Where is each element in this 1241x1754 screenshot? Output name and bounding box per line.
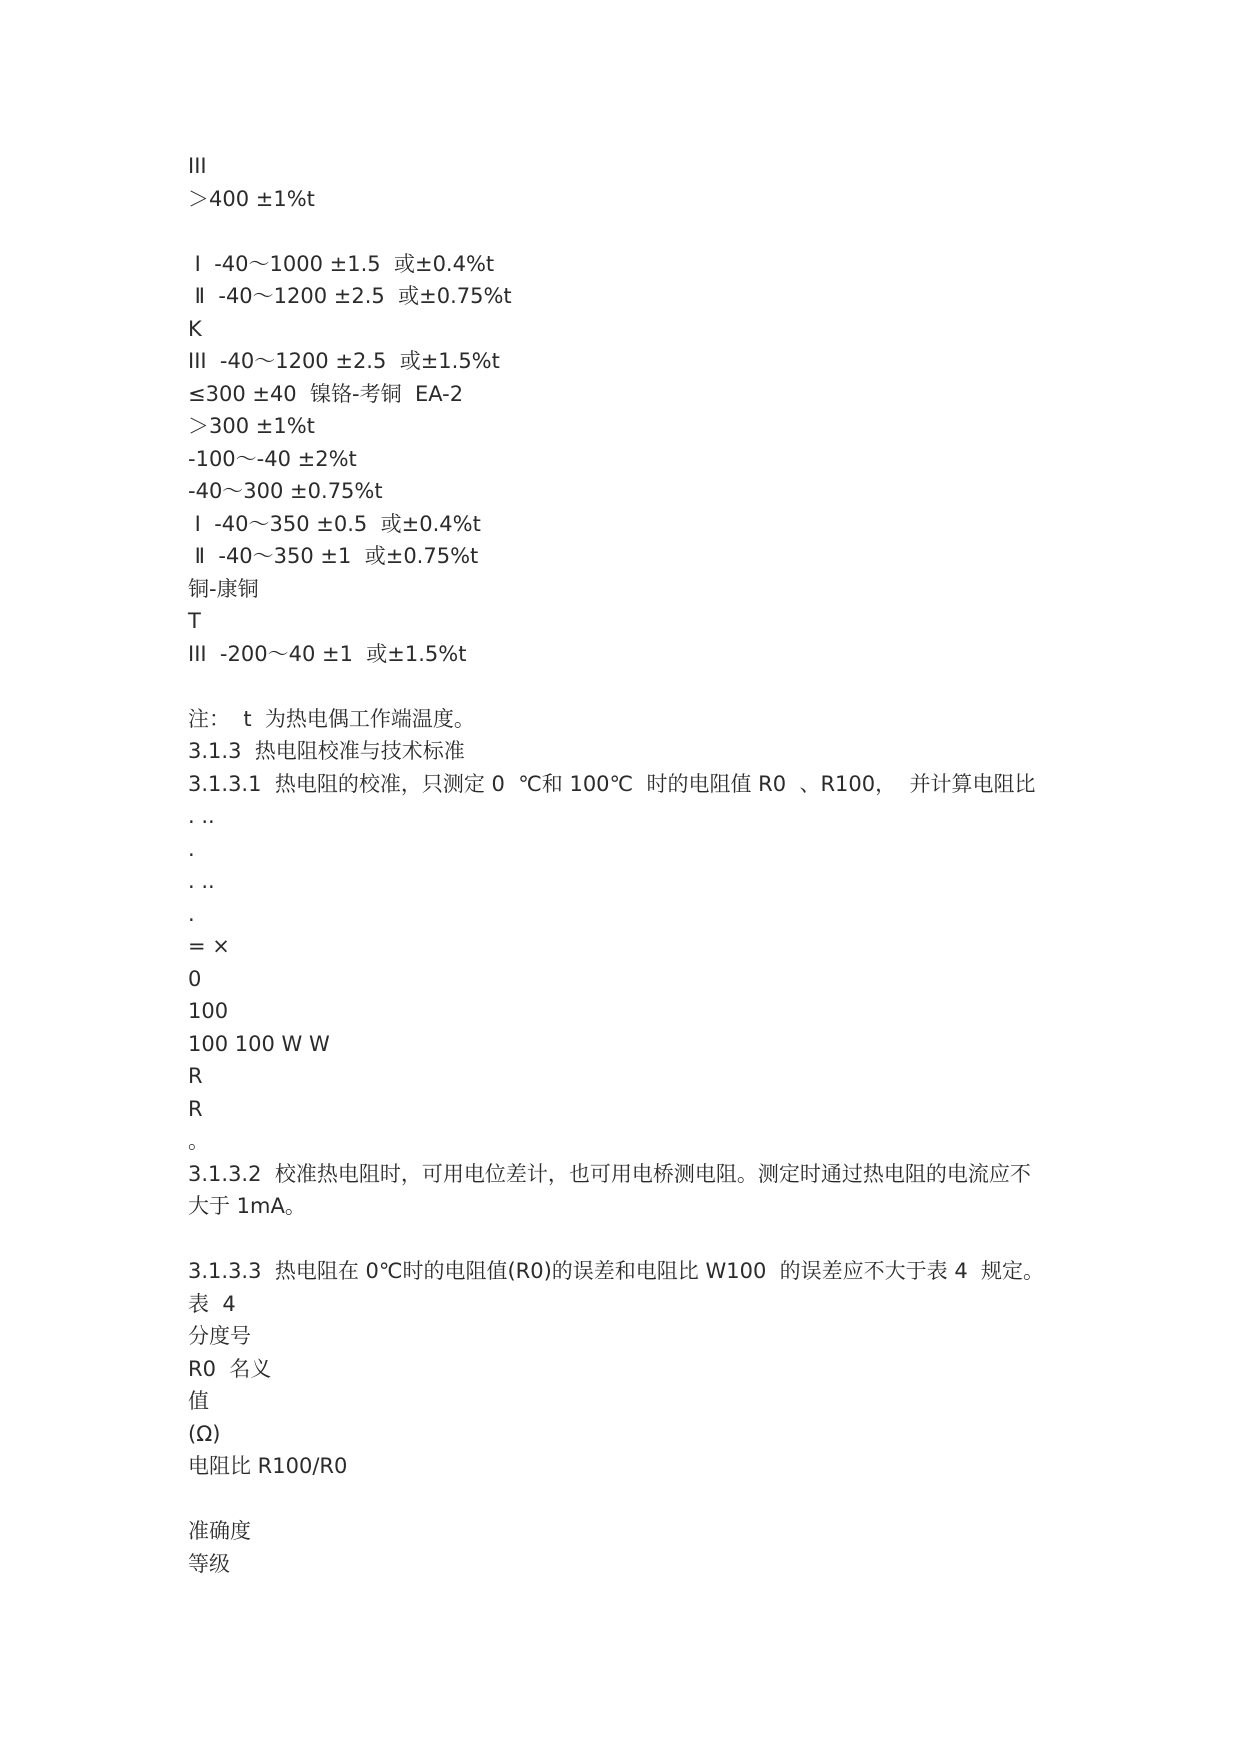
text-line: ＞400 ±1%t bbox=[188, 186, 315, 211]
table-header-text: 电阻比 R100/R0 bbox=[188, 1454, 348, 1478]
formula-fragment: 。 bbox=[188, 1129, 209, 1153]
table-header-text: 等级 bbox=[188, 1551, 230, 1576]
blank-line bbox=[188, 215, 1068, 248]
text-line: -100～-40 ±2%t bbox=[188, 446, 357, 471]
text-line: 铜-康铜 bbox=[188, 576, 259, 601]
document-body bbox=[188, 150, 1068, 1580]
text-line: T bbox=[188, 609, 201, 633]
table-header-text: R0 名义 bbox=[188, 1356, 272, 1381]
text-line: -40～300 ±0.75%t bbox=[188, 479, 383, 503]
text-line: Ⅰ -40～1000 ±1.5 或±0.4%t bbox=[188, 251, 495, 276]
text-line: III bbox=[188, 154, 207, 178]
text-line: Ⅱ -40～350 ±1 或±0.75%t bbox=[188, 544, 479, 568]
formula-fragment: . .. bbox=[188, 804, 215, 828]
text-line: K bbox=[188, 316, 202, 341]
text-line: 3.1.3.3 热电阻在 0℃时的电阻值(R0)的误差和电阻比 W100 的误差应不大于表 4 规定。 bbox=[188, 1259, 1045, 1283]
text-line: ＞300 ±1%t bbox=[188, 414, 315, 438]
formula-fragment: 100 bbox=[188, 999, 229, 1023]
formula-fragment: . bbox=[188, 836, 195, 861]
note-line: 注： t 为热电偶工作端温度。 bbox=[188, 706, 475, 731]
table-caption: 表 4 bbox=[188, 1291, 236, 1316]
table-header-text: (Ω) bbox=[188, 1421, 221, 1446]
table-header-text: 准确度 bbox=[188, 1519, 251, 1543]
formula-fragment: . bbox=[188, 901, 195, 926]
formula-fragment: R bbox=[188, 1064, 203, 1088]
text-line: Ⅱ -40～1200 ±2.5 或±0.75%t bbox=[188, 284, 512, 308]
text-line: III -40～1200 ±2.5 或±1.5%t bbox=[188, 349, 500, 373]
text-line: ≤300 ±40 镍铬-考铜 EA-2 bbox=[188, 381, 464, 406]
table-header-text: 分度号 bbox=[188, 1324, 251, 1348]
text-line: 3.1.3.1 热电阻的校准，只测定 0 ℃和 100℃ 时的电阻值 R0 、R100， 并计算电阻比 bbox=[188, 771, 1036, 796]
formula-fragment: R bbox=[188, 1096, 203, 1121]
text-line: Ⅰ -40～350 ±0.5 或±0.4%t bbox=[188, 511, 481, 536]
formula-fragment: 0 bbox=[188, 966, 202, 991]
text-line: 大于 1mA。 bbox=[188, 1194, 306, 1218]
blank-line bbox=[188, 1223, 1068, 1256]
section-heading: 3.1.3 热电阻校准与技术标准 bbox=[188, 739, 465, 763]
formula-fragment: . .. bbox=[188, 869, 215, 893]
formula-fragment: = × bbox=[188, 934, 230, 958]
table-header-text: 值 bbox=[188, 1389, 209, 1413]
blank-line bbox=[188, 670, 1068, 703]
text-line: 3.1.3.2 校准热电阻时，可用电位差计，也可用电桥测电阻。测定时通过热电阻的电流应不 bbox=[188, 1161, 1031, 1186]
text-line: III -200～40 ±1 或±1.5%t bbox=[188, 641, 467, 666]
formula-fragment: 100 100 W W bbox=[188, 1031, 330, 1056]
blank-line bbox=[188, 1483, 1068, 1516]
